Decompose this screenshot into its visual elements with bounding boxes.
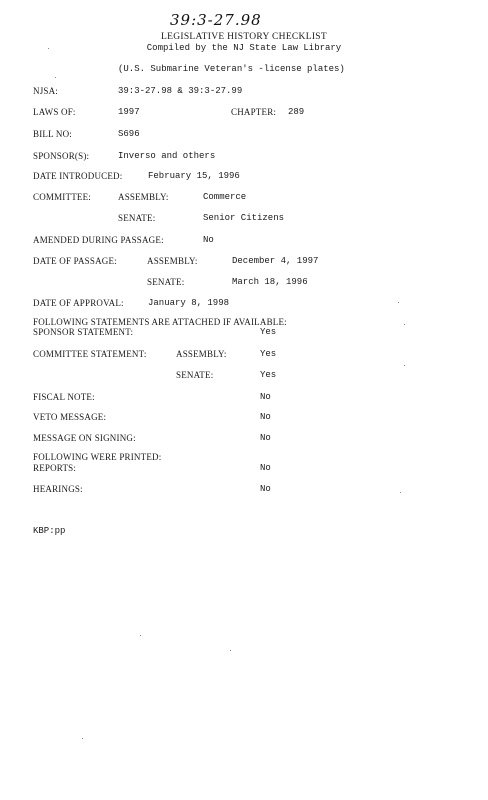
date-of-approval-value: January 8, 1998 (148, 298, 230, 308)
passage-senate-label: SENATE: (147, 277, 185, 287)
committee-assembly-label: ASSEMBLY: (118, 192, 169, 202)
sponsor-statement-value: Yes (260, 327, 277, 337)
document-title: LEGISLATIVE HISTORY CHECKLIST (161, 32, 327, 42)
committee-label: COMMITTEE: (33, 192, 91, 202)
handwritten-reference: 39:3-27.98 (170, 11, 262, 29)
scan-speck (398, 302, 399, 303)
passage-assembly-value: December 4, 1997 (232, 256, 319, 266)
committee-statement-senate-label: SENATE: (176, 370, 214, 380)
chapter-value: 289 (288, 107, 305, 117)
message-on-signing-label: MESSAGE ON SIGNING: (33, 433, 136, 443)
njsa-value: 39:3-27.98 & 39:3-27.99 (118, 86, 243, 96)
message-on-signing-value: No (260, 433, 271, 443)
committee-statement-senate-value: Yes (260, 370, 277, 380)
sponsor-statement-label: SPONSOR STATEMENT: (33, 327, 134, 337)
veto-message-value: No (260, 412, 271, 422)
scan-speck (400, 492, 401, 493)
njsa-label: NJSA: (33, 86, 59, 96)
veto-message-label: VETO MESSAGE: (33, 412, 107, 422)
committee-senate-label: SENATE: (118, 213, 156, 223)
scan-speck (48, 48, 49, 49)
passage-assembly-label: ASSEMBLY: (147, 256, 198, 266)
committee-senate-value: Senior Citizens (203, 213, 285, 223)
laws-of-label: LAWS OF: (33, 107, 76, 117)
committee-assembly-value: Commerce (203, 192, 247, 202)
bill-no-value: S696 (118, 129, 140, 139)
scan-speck (230, 650, 231, 651)
fiscal-note-label: FISCAL NOTE: (33, 392, 95, 402)
fiscal-note-value: No (260, 392, 271, 402)
typist-initials: KBP:pp (33, 526, 66, 536)
statements-heading: FOLLOWING STATEMENTS ARE ATTACHED IF AVAILABLE: (33, 317, 287, 327)
reports-value: No (260, 463, 271, 473)
printed-heading: FOLLOWING WERE PRINTED: (33, 452, 162, 462)
amended-value: No (203, 235, 214, 245)
date-of-passage-label: DATE OF PASSAGE: (33, 256, 117, 266)
scan-speck (55, 77, 56, 78)
laws-of-value: 1997 (118, 107, 140, 117)
amended-label: AMENDED DURING PASSAGE: (33, 235, 164, 245)
scan-speck (404, 324, 405, 325)
committee-statement-label: COMMITTEE STATEMENT: (33, 349, 147, 359)
reports-label: REPORTS: (33, 463, 77, 473)
scan-speck (82, 738, 83, 739)
sponsor-label: SPONSOR(S): (33, 151, 90, 161)
date-of-approval-label: DATE OF APPROVAL: (33, 298, 124, 308)
date-introduced-label: DATE INTRODUCED: (33, 171, 123, 181)
committee-statement-assembly-label: ASSEMBLY: (176, 349, 227, 359)
committee-statement-assembly-value: Yes (260, 349, 277, 359)
scan-speck (140, 635, 141, 636)
scan-speck (404, 365, 405, 366)
passage-senate-value: March 18, 1996 (232, 277, 308, 287)
hearings-value: No (260, 484, 271, 494)
subject-line: (U.S. Submarine Veteran's -license plates) (118, 64, 345, 74)
compiled-by: Compiled by the NJ State Law Library (146, 43, 342, 53)
bill-no-label: BILL NO: (33, 129, 73, 139)
hearings-label: HEARINGS: (33, 484, 83, 494)
sponsor-value: Inverso and others (118, 151, 216, 161)
date-introduced-value: February 15, 1996 (148, 171, 240, 181)
chapter-label: CHAPTER: (231, 107, 277, 117)
